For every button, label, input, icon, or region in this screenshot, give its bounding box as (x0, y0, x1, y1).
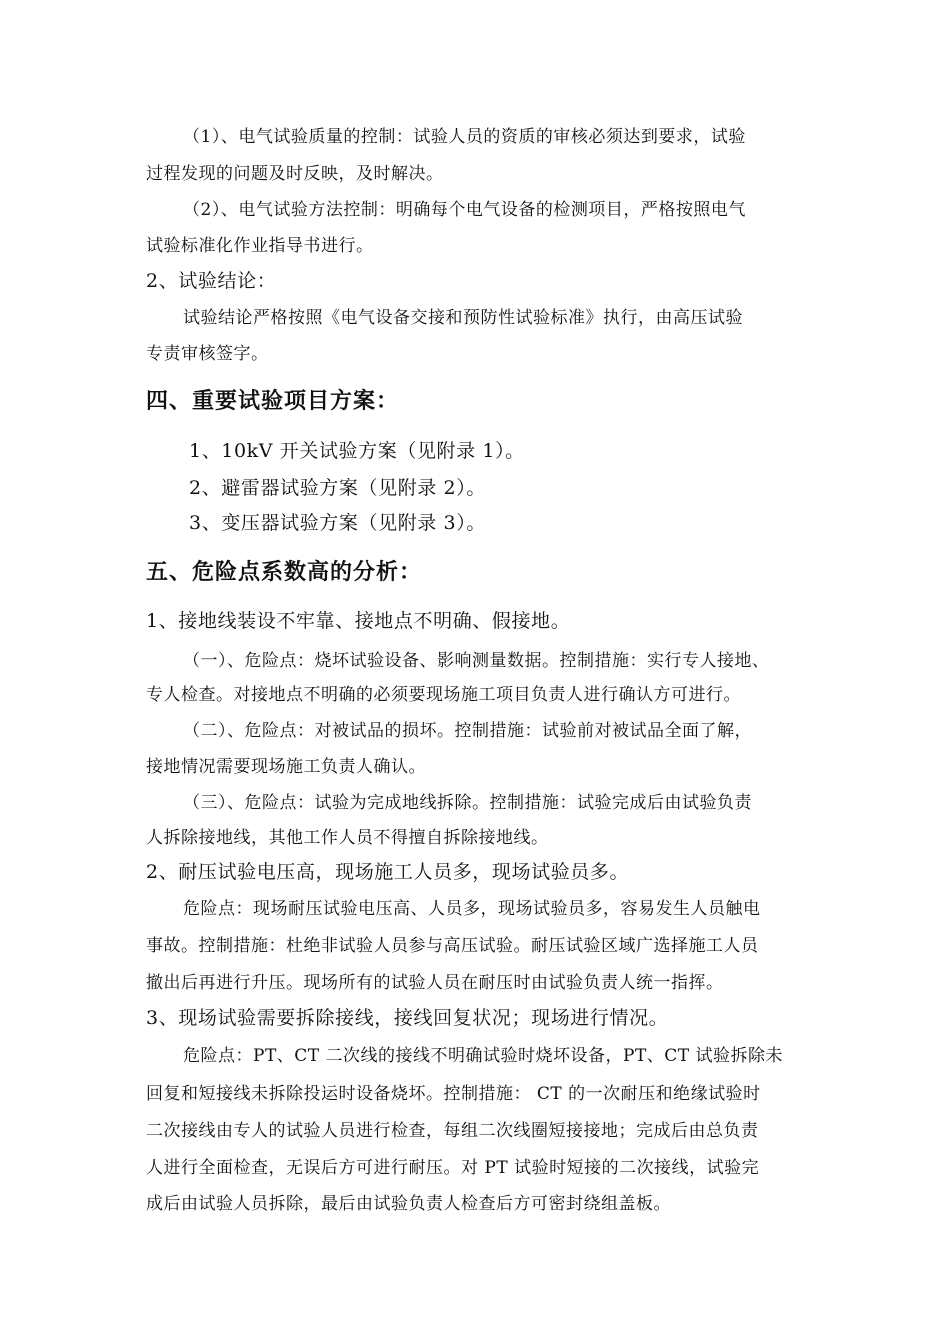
conclusion-line-2: 专责审核签字。 (146, 344, 269, 364)
risk-2-line-3: 撤出后再进行升压。现场所有的试验人员在耐压时由试验负责人统一指挥。 (146, 973, 724, 993)
risk-2-heading: 2、耐压试验电压高，现场施工人员多，现场试验员多。 (146, 861, 630, 883)
risk-1-c-line-1: （三）、危险点：试验为完成地线拆除。控制措施：试验完成后由试验负责 (183, 793, 752, 813)
risk-1-b-line-2: 接地情况需要现场施工负责人确认。 (146, 757, 426, 777)
risk-3-heading: 3、现场试验需要拆除接线，接线回复状况；现场进行情况。 (146, 1007, 669, 1029)
section-5-heading: 五、危险点系数高的分析： (146, 560, 423, 585)
risk-1-b-line-1: （二）、危险点：对被试品的损坏。控制措施：试验前对被试品全面了解， (183, 721, 752, 741)
section-4-item-3: 3、变压器试验方案（见附录 3）。 (189, 512, 486, 534)
risk-1-c-line-2: 人拆除接地线，其他工作人员不得擅自拆除接地线。 (146, 828, 549, 848)
risk-1-a-line-2: 专人检查。对接地点不明确的必须要现场施工项目负责人进行确认方可进行。 (146, 685, 741, 705)
quality-item-2-line-2: 试验标准化作业指导书进行。 (146, 236, 374, 256)
risk-1-a-line-1: （一）、危险点：烧坏试验设备、影响测量数据。控制措施：实行专人接地、 (183, 651, 770, 671)
section-4-item-1: 1、10kV 开关试验方案（见附录 1）。 (189, 440, 525, 462)
section-4-item-2: 2、避雷器试验方案（见附录 2）。 (189, 477, 486, 499)
quality-item-1-line-2: 过程发现的问题及时反映，及时解决。 (146, 164, 444, 184)
risk-3-line-5: 成后由试验人员拆除，最后由试验负责人检查后方可密封绕组盖板。 (146, 1194, 671, 1214)
risk-3-line-1: 危险点：PT、CT 二次线的接线不明确试验时烧坏设备，PT、CT 试验拆除未 (183, 1046, 784, 1066)
risk-3-line-4: 人进行全面检查，无误后方可进行耐压。对 PT 试验时短接的二次接线，试验完 (146, 1158, 760, 1178)
risk-2-line-1: 危险点：现场耐压试验电压高、人员多，现场试验员多，容易发生人员触电 (183, 899, 761, 919)
risk-2-line-2: 事故。控制措施：杜绝非试验人员参与高压试验。耐压试验区域广选择施工人员 (146, 936, 759, 956)
risk-3-line-2: 回复和短接线未拆除投运时设备烧坏。控制措施： CT 的一次耐压和绝缘试验时 (146, 1084, 761, 1104)
conclusion-line-1: 试验结论严格按照《电气设备交接和预防性试验标准》执行，由高压试验 (183, 308, 743, 328)
section-4-heading: 四、重要试验项目方案： (146, 389, 400, 414)
quality-item-2-line-1: （2）、电气试验方法控制：明确每个电气设备的检测项目，严格按照电气 (183, 200, 746, 220)
quality-item-1-line-1: （1）、电气试验质量的控制：试验人员的资质的审核必须达到要求，试验 (183, 127, 746, 147)
risk-3-line-3: 二次接线由专人的试验人员进行检查，每组二次线圈短接接地；完成后由总负责 (146, 1121, 759, 1141)
conclusion-heading: 2、试验结论： (146, 270, 277, 292)
risk-1-heading: 1、接地线装设不牢靠、接地点不明确、假接地。 (146, 610, 571, 632)
